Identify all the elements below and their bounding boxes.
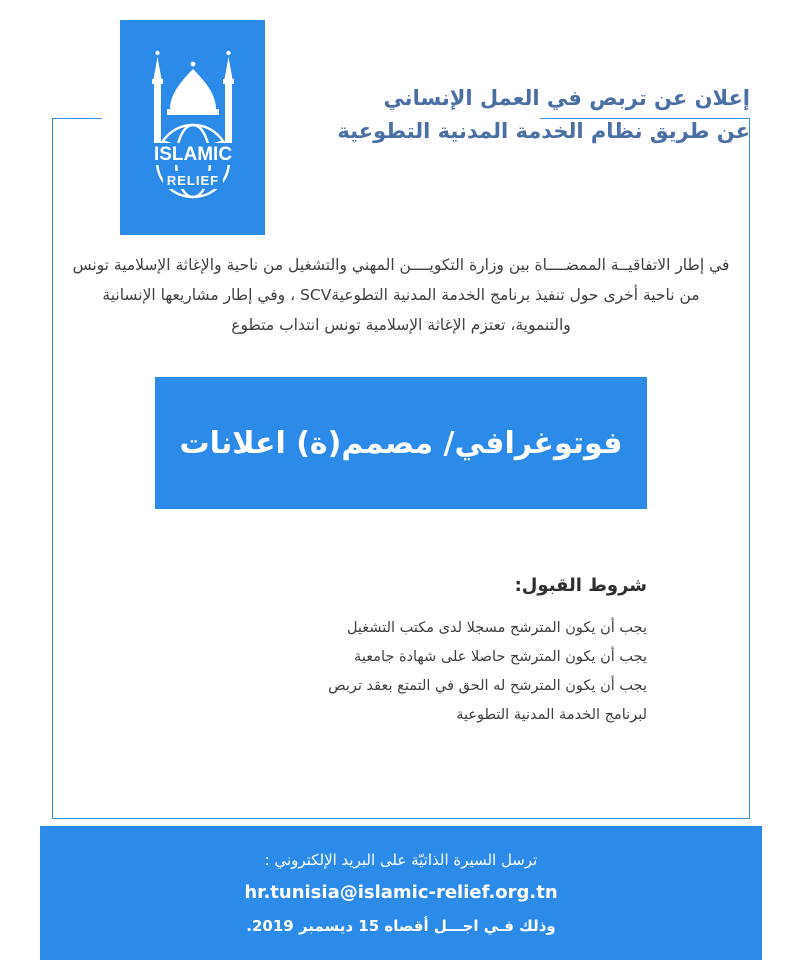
logo-wordmark-bottom: RELIEF	[166, 173, 219, 188]
page-title-line-2: عن طريق نظام الخدمة المدنية التطوعية	[337, 118, 750, 143]
logo-wordmark-top: ISLAMIC	[153, 144, 232, 165]
frame-line-bottom	[52, 818, 750, 819]
job-title-text: فوتوغرافي/ مصمم(ة) اعلانات	[179, 425, 623, 461]
header	[0, 20, 802, 235]
page-title	[330, 82, 750, 147]
conditions-heading: شروط القبول:	[514, 575, 647, 596]
intro-paragraph: في إطار الاتفاقيــة الممضــــاة بين وزارة التكويــــن المهني والتشغيل من ناحية والإغاثة الإسلامية تونس من ناحية أخرى حول تنفيذ برنامج الخدمة المدنية التطوعيةSCV ، وفي إطار مشاريعها الإنسانية والتنموية، تعتزم الإغاثة الإسلامية تونس انتداب متطوع	[72, 256, 730, 335]
footer-deadline: وذلك فـي اجـــل أقصاه 15 ديسمبر 2019.	[246, 917, 556, 935]
list-item: يجب أن يكون المترشح حاصلا على شهادة جامعية	[354, 649, 647, 665]
page-title-line-1: إعلان عن تربص في العمل الإنساني	[383, 86, 750, 110]
job-title-banner	[155, 377, 647, 509]
conditions-list	[155, 614, 647, 730]
footer-instruction: ترسل السيرة الذاتيّة على البريد الإلكتروني :	[264, 851, 538, 869]
logo-container	[120, 20, 265, 235]
contact-email[interactable]: hr.tunisia@islamic-relief.org.tn	[244, 882, 558, 903]
footer-banner	[40, 826, 762, 960]
list-item: يجب أن يكون المترشح مسجلا لدى مكتب التشغيل	[346, 620, 647, 636]
list-item: يجب أن يكون المترشح له الحق في التمتع بعقد تربص	[328, 678, 647, 694]
list-item: لبرنامج الخدمة المدنية التطوعية	[456, 707, 647, 723]
islamic-relief-logo-icon	[133, 35, 253, 220]
